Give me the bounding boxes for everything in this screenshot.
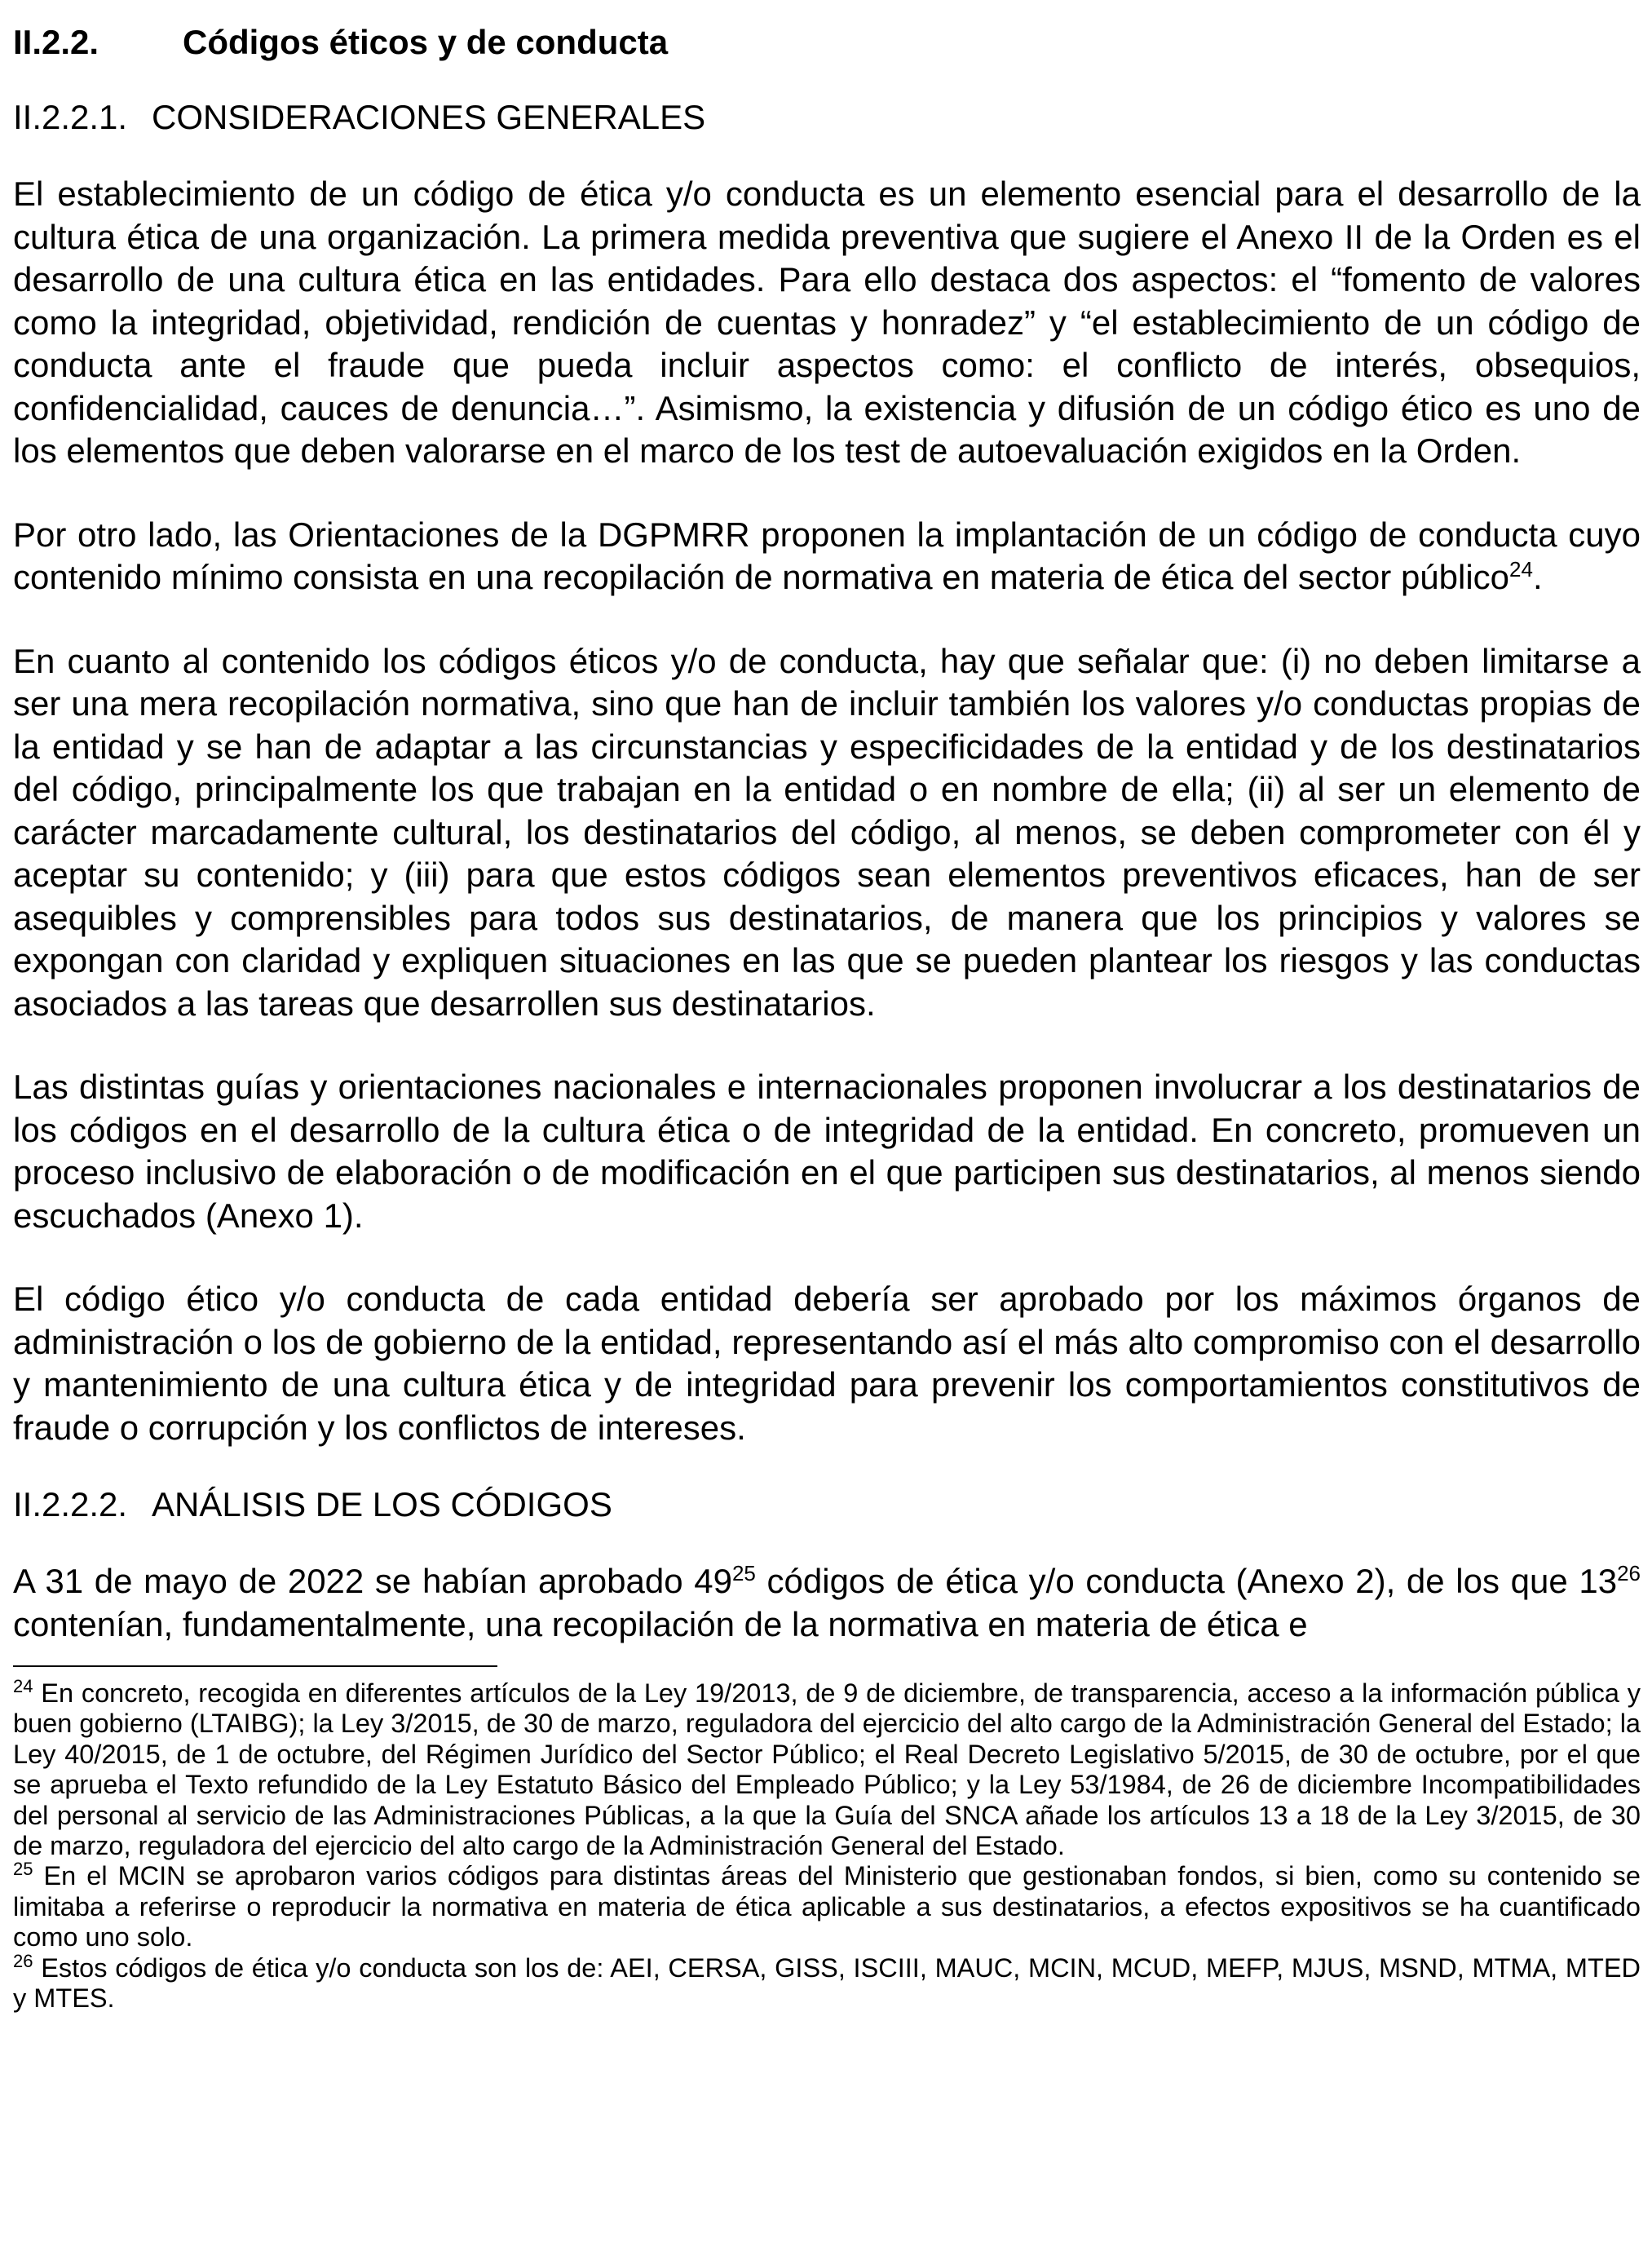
document-page <box>13 20 1641 2014</box>
footnotes <box>13 1678 1641 2014</box>
subsection-1-number: II.2.2.1. <box>13 98 128 136</box>
paragraph-aprobacion-codigo: El código ético y/o conducta de cada entidad debería ser aprobado por los máximos órganos de administración o los de gobierno de la entidad, representando así el más alto compromiso con el desarrollo y mantenimiento de una cultura ética y de integridad para prevenir los comportamientos constitutivos de fraude o corrupción y los conflictos de intereses. <box>13 1280 1641 1447</box>
footnote-text: Estos códigos de ética y/o conducta son los de: AEI, CERSA, GISS, ISCIII, MAUC, MCIN, MCUD, MEFP, MJUS, MSND, MTMA, MTED y MTES. <box>13 1952 1641 2014</box>
analisis-text-2: códigos de ética y/o conducta (Anexo 2), de los que 13 <box>755 1562 1618 1600</box>
footnote-ref-25[interactable]: 25 <box>731 1561 756 1585</box>
section-heading <box>13 20 1641 65</box>
subsection-1-title: CONSIDERACIONES GENERALES <box>152 98 706 136</box>
paragraph-guias-orientaciones: Las distintas guías y orientaciones nacionales e internacionales proponen involucrar a los destinatarios de los códigos en el desarrollo de la cultura ética o de integridad de la entidad. En concreto, promueven un proceso inclusivo de elaboración o de modificación en el que participen sus destinatarios, al menos siendo escuchados (Anexo 1). <box>13 1068 1641 1235</box>
subsection-2-heading <box>13 1484 1641 1526</box>
paragraph-orientaciones-tail: . <box>1532 558 1543 596</box>
analisis-text-3: contenían, fundamentalmente, una recopilación de la normativa en materia de ética e <box>13 1604 1308 1643</box>
footnote-24 <box>13 1678 1641 1861</box>
footnote-text: En el MCIN se aprobaron varios códigos para distintas áreas del Ministerio que gestionaban fondos, si bien, como su contenido se limitaba a referirse o reproducir la normativa en materia de ética aplicable a sus destinatarios, a efectos expositivos se ha cuantificado como uno solo. <box>13 1861 1641 1952</box>
section-number: II.2.2. <box>13 23 99 61</box>
footnote-text: En concreto, recogida en diferentes artículos de la Ley 19/2013, de 9 de diciembre, de transparencia, acceso a la información pública y buen gobierno (LTAIBG); la Ley 3/2015, de 30 de marzo, reguladora del ejercicio del alto cargo de la Administración General del Estado; la Ley 40/2015, de 1 de octubre, del Régimen Jurídico del Sector Público; el Real Decreto Legislativo 5/2015, de 30 de octubre, por el que se aprueba el Texto refundido de la Ley Estatuto Básico del Empleado Público; y la Ley 53/1984, de 26 de diciembre Incompatibilidades del personal al servicio de las Administraciones Públicas, a la que la Guía del SNCA añade los artículos 13 a 18 de la Ley 3/2015, de 30 de marzo, reguladora del ejercicio del alto cargo de la Administración General del Estado. <box>13 1678 1641 1861</box>
section-title: Códigos éticos y de conducta <box>183 23 669 61</box>
footnote-25 <box>13 1861 1641 1952</box>
paragraph-contenido-codigos: En cuanto al contenido los códigos éticos y/o de conducta, hay que señalar que: (i) no deben limitarse a ser una mera recopilación normativa, sino que han de incluir también los valores y/o conductas propias de la entidad y se han de adaptar a las circunstancias y especificidades de la entidad y de los destinatarios del código, principalmente los que trabajan en la entidad o en nombre de ella; (ii) al ser un elemento de carácter marcadamente cultural, los destinatarios del código, al menos, se deben comprometer con él y aceptar su contenido; y (iii) para que estos códigos sean elementos preventivos eficaces, han de ser asequibles y comprensibles para todos sus destinatarios, de manera que los principios y valores se expongan con claridad y expliquen situaciones en las que se pueden plantear los riesgos y las conductas asociados a las tareas que desarrollen sus destinatarios. <box>13 641 1641 1023</box>
footnote-26 <box>13 1950 1641 2014</box>
footnote-number: 25 <box>13 1859 33 1880</box>
paragraph-orientaciones-text: Por otro lado, las Orientaciones de la DGPMRR proponen la implantación de un código de conducta cuyo contenido mínimo consista en una recopilación de normativa en materia de ética del sector público <box>13 515 1641 596</box>
paragraph-analisis-codigos <box>13 1560 1641 1646</box>
paragraph-codigo-etica: El establecimiento de un código de ética y/o conducta es un elemento esencial para el desarrollo de la cultura ética de una organización. La primera medida preventiva que sugiere el Anexo II de la Orden es el desarrollo de una cultura ética en las entidades. Para ello destaca dos aspectos: el “fomento de valores como la integridad, objetividad, rendición de cuentas y honradez” y “el establecimiento de un código de conducta ante el fraude que pueda incluir aspectos como: el conflicto de interés, obsequios, confidencialidad, cauces de denuncia…”. Asimismo, la existencia y difusión de un código ético es uno de los elementos que deben valorarse en el marco de los test de autoevaluación exigidos en la Orden. <box>13 175 1641 470</box>
footnote-number: 24 <box>13 1676 33 1697</box>
footnote-ref-24[interactable]: 24 <box>1509 557 1533 581</box>
paragraph-orientaciones-dgpmrr <box>13 514 1641 599</box>
footnote-number: 26 <box>13 1950 33 1971</box>
subsection-2-title: ANÁLISIS DE LOS CÓDIGOS <box>152 1485 612 1523</box>
subsection-1-heading <box>13 96 1641 139</box>
analisis-text-1: A 31 de mayo de 2022 se habían aprobado 49 <box>13 1562 732 1600</box>
footnote-ref-26[interactable]: 26 <box>1617 1561 1641 1585</box>
subsection-2-number: II.2.2.2. <box>13 1485 128 1523</box>
